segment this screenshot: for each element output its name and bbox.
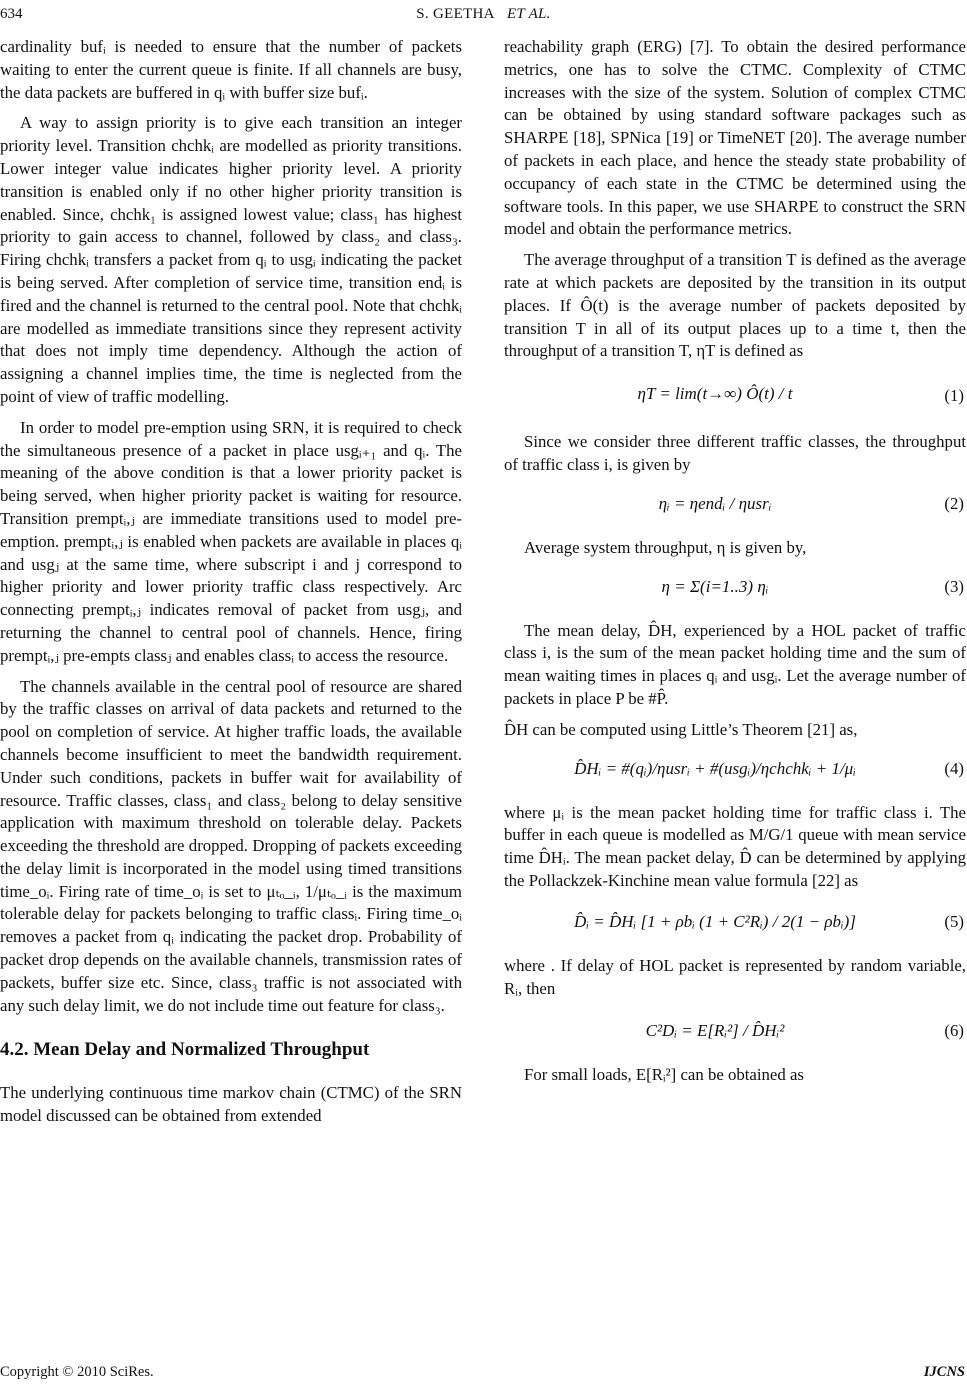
equation-1-expr: ηT = lim(t→∞) Ô(t) / t	[637, 384, 793, 404]
equation-3-number: (3)	[944, 576, 964, 596]
equation-4-number: (4)	[944, 758, 964, 778]
equation-6	[504, 1006, 966, 1056]
running-header	[0, 6, 967, 23]
right-paragraph-8: where . If delay of HOL packet is represented by random variable, Rᵢ, then	[504, 955, 966, 998]
right-paragraph-4: Average system throughput, η is given by,	[524, 537, 807, 557]
right-paragraph-7: where μᵢ is the mean packet holding time for traffic class i. The buffer in each queue is modelled as M/G/1 queue with mean service time D̂Hᵢ. The mean packet delay, D̂ can be determined by applying the Pollackzek-Kinchine mean value formula [22] as	[504, 802, 966, 890]
left-column	[0, 36, 462, 1128]
equation-5-expr: D̂ᵢ = D̂Hᵢ [1 + ρbᵢ (1 + C²Rᵢ) / 2(1 − ρbᵢ)]	[574, 911, 856, 931]
equation-5-number: (5)	[944, 911, 964, 931]
left-paragraph-1: cardinality bufᵢ is needed to ensure that the number of packets waiting to enter the current queue is finite. If all channels are busy, the data packets are buffered in qᵢ with buffer size bufᵢ.	[0, 37, 462, 102]
header-authors: S. GEETHA	[416, 6, 495, 22]
right-paragraph-9: For small loads, E[Rᵢ²] can be obtained as	[524, 1065, 804, 1085]
section-heading: 4.2. Mean Delay and Normalized Throughput	[0, 1039, 370, 1061]
left-paragraph-4: The channels available in the central pool of resource are shared by the traffic classes on arrival of data packets and returned to the pool on completion of service. At higher traffic loads, the available channels become insufficient to meet the bandwidth requirement. Under such conditions, packets in buffer wait for availability of resource. Traffic classes, class₁ and class₂ belong to delay sensitive application with maximum threshold on tolerable delay. Packets exceeding the threshold are dropped. Dropping of packets exceeding the delay limit is incorporated in the model using timed transitions time_oᵢ. Firing rate of time_oᵢ is set to μₜₒ_ᵢ, 1/μₜₒ_ᵢ is the maximum tolerable delay for packets belonging to traffic classᵢ. Firing time_oᵢ removes a packet from qᵢ indicating the packet drop. Probability of packet drop depends on the available channels, transmission rates of packets, buffer size etc. Since, class₃ traffic is not associated with any such delay limit, we do not include time out feature for class₃.	[0, 676, 462, 1015]
equation-3	[504, 566, 966, 612]
equation-4	[504, 748, 966, 794]
equation-2	[504, 483, 966, 529]
equation-4-expr: D̂Hᵢ = #(qᵢ)/ηusrᵢ + #(usgᵢ)/ηchchkᵢ + 1/μᵢ	[574, 758, 856, 778]
equation-6-expr: C²Dᵢ = E[Rᵢ²] / D̂Hᵢ²	[645, 1021, 785, 1041]
left-paragraph-2: A way to assign priority is to give each transition an integer priority level. Transition chchkᵢ are modelled as priority transitions. Lower integer value indicates higher priority level. A priority transition is enabled only if no other higher priority transition is enabled. Since, chchk₁ is assigned lowest value; class₁ has highest priority to gain access to channel, followed by class₂ and class₃. Firing chchkᵢ transfers a packet from qᵢ to usgᵢ indicating the packet is being served. After completion of service time, transition endᵢ is fired and the channel is returned to the central pool. Note that chchkᵢ are modelled as immediate transitions since they represent activity that does not imply time dependency. Although the action of assigning a channel implies time, the time is neglected from the point of view of traffic modelling.	[0, 113, 462, 406]
right-paragraph-3: Since we consider three different traffic classes, the throughput of traffic class i, is given by	[504, 432, 966, 474]
page-number: 634	[0, 6, 23, 22]
equation-2-expr: ηᵢ = ηendᵢ / ηusrᵢ	[658, 493, 772, 513]
equation-1-number: (1)	[944, 386, 964, 406]
footer-journal: IJCNS	[923, 1364, 965, 1380]
right-paragraph-2: The average throughput of a transition T is defined as the average rate at which packets are deposited by the transition in its output places. If Ô(t) is the average number of packets deposited by transition T in all of its output places up to a time t, then the throughput of a transition T, ηT is defined as	[504, 250, 966, 361]
equation-5	[504, 899, 966, 947]
right-paragraph-5: The mean delay, D̂H, experienced by a HOL packet of traffic class i, is the sum of the mean packet holding time and the sum of mean waiting times in places qᵢ and usgᵢ. Let the average number of packets in place P be #P̂.	[504, 620, 966, 708]
equation-3-expr: η = Σ(i=1..3) ηᵢ	[661, 576, 769, 596]
left-paragraph-5: The underlying continuous time markov chain (CTMC) of the SRN model discussed can be obtained from extended	[0, 1083, 462, 1126]
footer-copyright: Copyright © 2010 SciRes.	[0, 1364, 154, 1380]
right-paragraph-6: D̂H can be computed using Little’s Theorem [21] as,	[504, 719, 858, 739]
right-column	[504, 36, 966, 1087]
left-paragraph-3: In order to model pre-emption using SRN, it is required to check the simultaneous presence of a packet in place usgᵢ₊₁ and qᵢ. The meaning of the above condition is that a lower priority packet is being served, when higher priority packet is waiting for resource. Transition premptᵢ,ⱼ are immediate transitions used to model pre-emption. premptᵢ,ⱼ is enabled when packets are available in places qᵢ and usgⱼ at the same time, where subscript i and j correspond to higher priority and lower priority traffic class respectively. Arc connecting premptᵢ,ⱼ indicates removal of packet from usgⱼ, and returning the channel to central pool of channels. Hence, firing premptᵢ,ⱼ pre-empts classⱼ and enables classᵢ to access the resource.	[0, 417, 462, 665]
header-etal: ET AL.	[506, 6, 551, 22]
equation-1	[504, 369, 966, 423]
equation-2-number: (2)	[944, 493, 964, 513]
equation-6-number: (6)	[944, 1021, 964, 1041]
right-paragraph-1: reachability graph (ERG) [7]. To obtain the desired performance metrics, one has to solve the CTMC. Complexity of CTMC increases with the size of the system. Solution of complex CTMC can be obtained by using standard software packages such as SHARPE [18], SPNica [19] or TimeNET [20]. The average number of packets in each place, and hence the steady state probability of occupancy of each state in the CTMC be determined using the software tools. In this paper, we use SHARPE to construct the SRN model and obtain the performance metrics.	[504, 37, 966, 239]
